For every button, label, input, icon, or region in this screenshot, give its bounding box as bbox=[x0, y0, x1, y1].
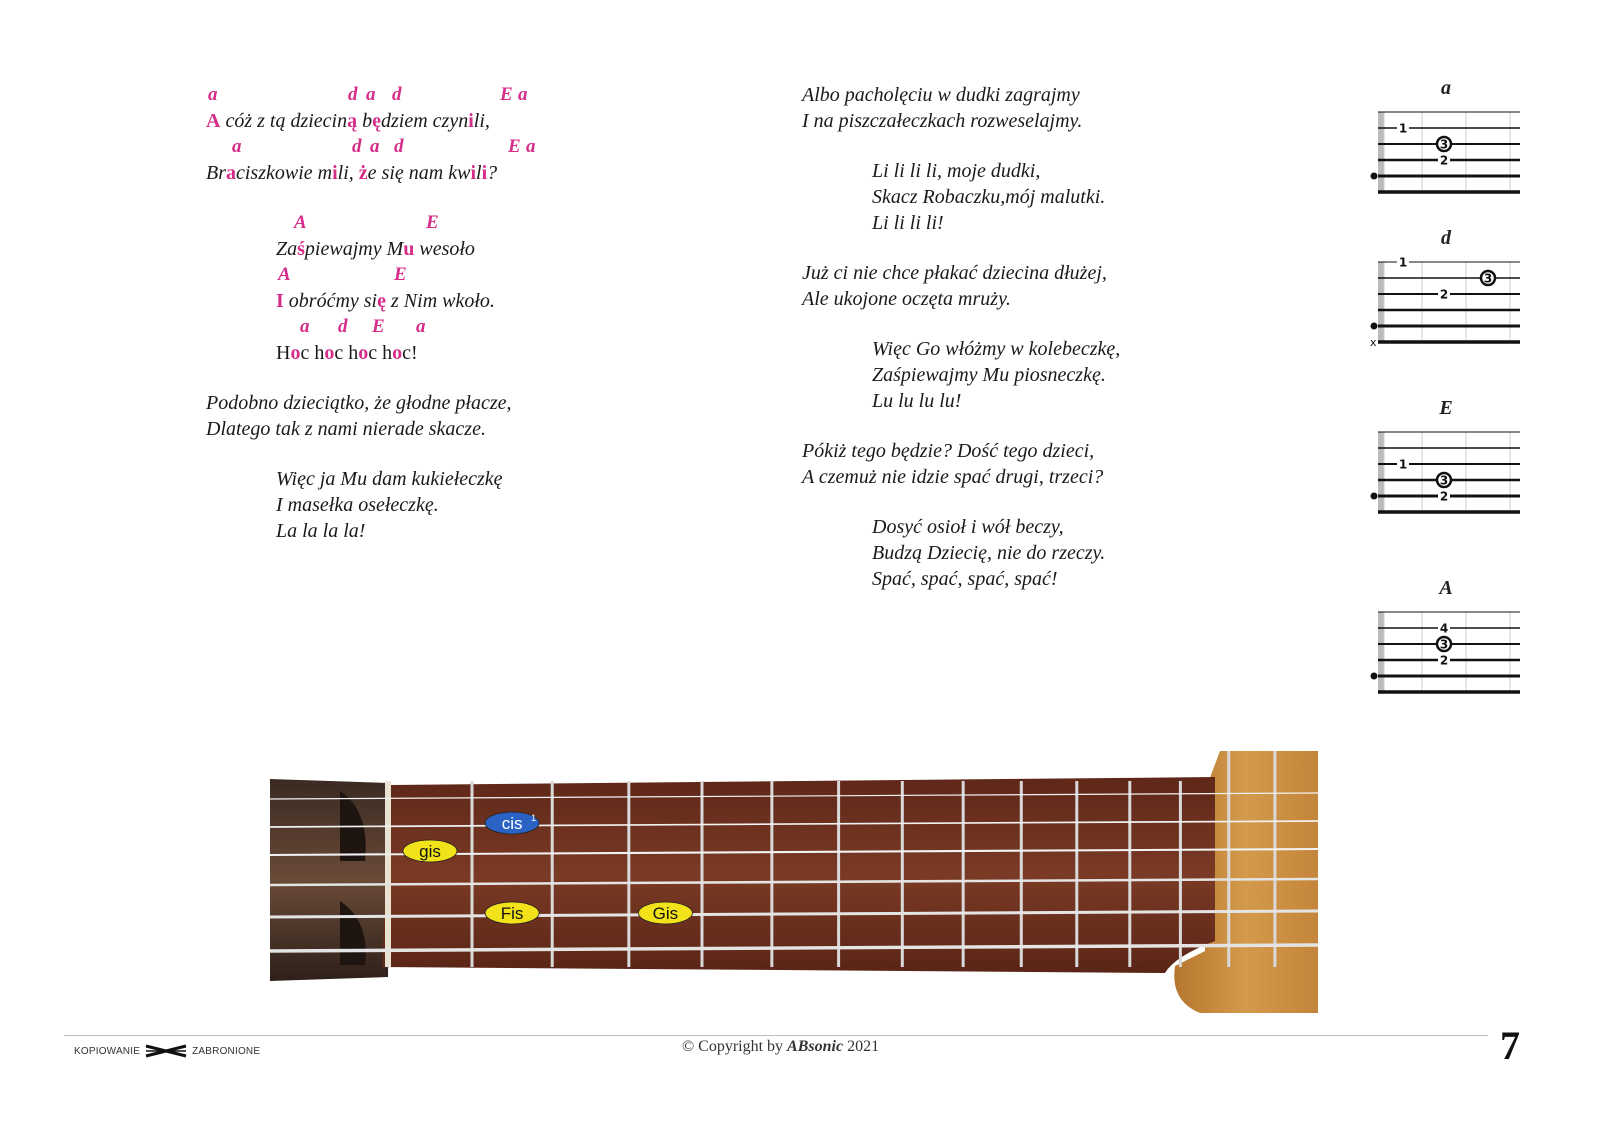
lyric-line: Dosyć osioł i wół beczy, bbox=[872, 516, 1064, 538]
lyric-line: La la la la! bbox=[276, 520, 366, 542]
finger-number: 2 bbox=[1439, 153, 1449, 168]
lyrics-column-left bbox=[206, 82, 766, 544]
lyrics-column-right bbox=[802, 82, 1322, 592]
finger-number: 3 bbox=[1439, 137, 1449, 152]
chord-line bbox=[206, 134, 766, 160]
lyric-line: Dlatego tak z nami nierade skacze. bbox=[206, 418, 486, 440]
lyric-line: Li li li li! bbox=[872, 212, 944, 234]
note-marker-gis bbox=[638, 902, 692, 924]
lyric-line: Skacz Robaczku,mój malutki. bbox=[872, 186, 1106, 208]
note-marker-gis bbox=[403, 840, 457, 862]
chord-label: E bbox=[426, 212, 439, 233]
chord-label: a bbox=[518, 84, 528, 105]
svg-text:Fis: Fis bbox=[500, 904, 524, 923]
svg-text:Gis: Gis bbox=[652, 904, 679, 923]
finger-number: 1 bbox=[1398, 121, 1408, 136]
crossed-arrows-icon bbox=[144, 1044, 188, 1058]
svg-text:1: 1 bbox=[531, 813, 537, 823]
lyric-line: Albo pacholęciu w dudki zagrajmy bbox=[802, 84, 1080, 106]
finger-number: 2 bbox=[1439, 653, 1449, 668]
lyric-line: Budzą Dziecię, nie do rzeczy. bbox=[872, 542, 1106, 564]
finger-number: 3 bbox=[1439, 637, 1449, 652]
chord-label: a bbox=[370, 136, 380, 157]
finger-number: 1 bbox=[1398, 457, 1408, 472]
fretboard-wood bbox=[382, 777, 1215, 973]
note-marker-cis bbox=[485, 812, 539, 834]
lyric-line: Li li li li, moje dudki, bbox=[872, 160, 1041, 182]
chord-diagram-d bbox=[1370, 226, 1522, 354]
copyright-text: Copyright by bbox=[698, 1038, 784, 1055]
chord-name: a bbox=[1441, 77, 1451, 99]
svg-text:cis: cis bbox=[501, 814, 523, 833]
lyric-line: Już ci nie chce płakać dziecina dłużej, bbox=[802, 262, 1107, 284]
note-marker-fis bbox=[485, 902, 539, 924]
finger-number: 2 bbox=[1439, 287, 1449, 302]
lyric-line: Ale ukojone oczęta mruży. bbox=[802, 288, 1011, 310]
chord-name: E bbox=[1439, 397, 1453, 419]
page-number: 7 bbox=[1500, 1023, 1520, 1068]
chord-label: A bbox=[294, 212, 307, 233]
chord-line bbox=[276, 210, 836, 236]
copyright bbox=[682, 1038, 879, 1056]
copy-warning bbox=[74, 1044, 260, 1058]
root-dot bbox=[1371, 493, 1378, 500]
copy-warning-left: KOPIOWANIE bbox=[74, 1045, 141, 1057]
lyric-line: Braciszkowie mili, że się nam kwili? bbox=[206, 162, 498, 184]
nut bbox=[1378, 262, 1384, 342]
chord-label: E bbox=[508, 136, 521, 157]
lyric-line: I obróćmy się z Nim wkoło. bbox=[276, 290, 495, 312]
lyric-line: Hoc hoc hoc hoc! bbox=[276, 342, 418, 364]
lyric-line: Zaśpiewajmy Mu piosneczkę. bbox=[872, 364, 1106, 386]
copy-warning-right: ZABRONIONE bbox=[192, 1045, 261, 1057]
lyric-line: Zaśpiewajmy Mu wesoło bbox=[276, 238, 475, 260]
root-dot bbox=[1371, 673, 1378, 680]
chord-name: A bbox=[1439, 577, 1453, 599]
brand-name: ABsonic bbox=[787, 1038, 844, 1055]
finger-number: 3 bbox=[1439, 473, 1449, 488]
chord-line bbox=[276, 314, 836, 340]
lyric-line: Więc ja Mu dam kukiełeczkę bbox=[276, 468, 503, 490]
lyric-line: Spać, spać, spać, spać! bbox=[872, 568, 1058, 590]
finger-number: 4 bbox=[1439, 621, 1449, 636]
root-dot bbox=[1371, 173, 1378, 180]
fretboard-graphic bbox=[270, 751, 1318, 1013]
chord-label: A bbox=[278, 264, 291, 285]
lyric-line: Więc Go włóżmy w kolebeczkę, bbox=[872, 338, 1121, 360]
fretboard-illustration bbox=[270, 751, 1318, 1013]
chord-grid bbox=[1370, 100, 1522, 204]
finger-number: 1 bbox=[1398, 255, 1408, 270]
finger-number: 3 bbox=[1483, 271, 1493, 286]
lyric-line: Pókiż tego będzie? Dość tego dzieci, bbox=[802, 440, 1095, 462]
lyric-line: Podobno dzieciątko, że głodne płacze, bbox=[206, 392, 512, 414]
chord-label: d bbox=[338, 316, 348, 337]
chord-label: d bbox=[352, 136, 362, 157]
chord-grid bbox=[1370, 420, 1522, 524]
chord-label: a bbox=[526, 136, 536, 157]
nut bbox=[1378, 612, 1384, 692]
lyric-line: Lu lu lu lu! bbox=[872, 390, 962, 412]
nut bbox=[1378, 432, 1384, 512]
chord-label: d bbox=[394, 136, 404, 157]
copyright-symbol: © bbox=[682, 1038, 695, 1055]
chord-label: d bbox=[392, 84, 402, 105]
chord-name: d bbox=[1441, 227, 1451, 249]
copyright-year: 2021 bbox=[847, 1038, 880, 1055]
muted-mark: x bbox=[1370, 336, 1377, 349]
finger-number: 2 bbox=[1439, 489, 1449, 504]
chord-line bbox=[206, 82, 766, 108]
chord-label: a bbox=[208, 84, 218, 105]
chord-label: E bbox=[394, 264, 407, 285]
chord-label: E bbox=[372, 316, 385, 337]
chord-label: d bbox=[348, 84, 358, 105]
chord-label: a bbox=[232, 136, 242, 157]
lyric-line: I na piszczałeczkach rozweselajmy. bbox=[802, 110, 1083, 132]
nut bbox=[1378, 112, 1384, 192]
chord-diagram-a bbox=[1370, 76, 1522, 204]
chord-grid bbox=[1370, 250, 1522, 354]
chord-label: E bbox=[500, 84, 513, 105]
chord-label: a bbox=[300, 316, 310, 337]
lyric-line: I masełka osełeczkę. bbox=[276, 494, 439, 516]
lyric-line: A czemuż nie idzie spać drugi, trzeci? bbox=[802, 466, 1104, 488]
chord-label: a bbox=[416, 316, 426, 337]
chord-label: a bbox=[366, 84, 376, 105]
root-dot bbox=[1371, 323, 1378, 330]
chord-diagram-E bbox=[1370, 396, 1522, 524]
svg-text:gis: gis bbox=[419, 842, 441, 861]
chord-line bbox=[276, 262, 836, 288]
chord-diagram-A bbox=[1370, 576, 1522, 704]
chord-grid bbox=[1370, 600, 1522, 704]
lyric-line: A cóż z tą dzieciną będziem czynili, bbox=[206, 110, 490, 132]
footer-divider bbox=[64, 1035, 1488, 1036]
